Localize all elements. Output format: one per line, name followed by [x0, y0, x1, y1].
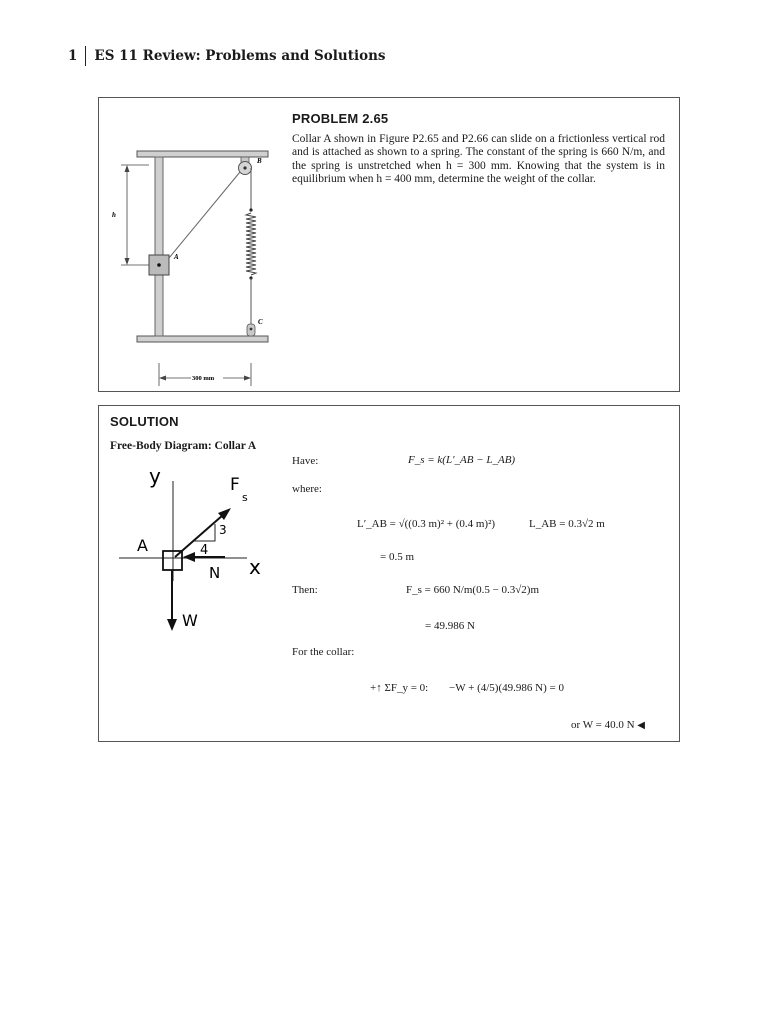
final-answer: [571, 719, 645, 731]
collar-label: For the collar:: [292, 646, 355, 658]
label-a: A: [174, 253, 179, 261]
equation-length-result: = 0.5 m: [380, 551, 415, 563]
where-label: where:: [292, 483, 322, 495]
problem-figure: [99, 98, 289, 391]
vertical-rod: [155, 157, 163, 336]
problem-title: PROBLEM 2.65: [292, 111, 389, 126]
ceiling: [137, 151, 268, 157]
page-header: [68, 44, 386, 68]
fbd-n-label: N: [209, 564, 221, 582]
solution-box: [98, 405, 680, 742]
cable-joint-top: [249, 208, 252, 211]
cable-ab: [169, 172, 240, 258]
floor: [137, 336, 268, 342]
equation-stretched-length: L′_AB = √((0.3 m)² + (0.4 m)²): [357, 518, 496, 530]
fbd-fs-label: F: [230, 475, 240, 495]
equation-unstretched-length: L_AB = 0.3√2 m: [529, 518, 605, 530]
dim-300-arrow-left: [159, 376, 166, 381]
header-separator: [85, 46, 86, 66]
collar-pin: [157, 263, 161, 267]
label-h: h: [112, 211, 116, 219]
solution-title: SOLUTION: [110, 414, 179, 429]
equation-equilibrium-lhs: +↑ ΣF_y = 0:: [370, 682, 429, 694]
fbd-normal-arrowhead: [183, 552, 195, 562]
fbd-y-label: y: [149, 464, 161, 488]
pulley-hub: [243, 166, 246, 169]
equation-spring-force-value: F_s = 660 N/m(0.5 − 0.3√2)m: [406, 584, 540, 596]
dim-h-arrow-down: [125, 258, 130, 265]
answer-marker-icon: ◀: [637, 720, 645, 731]
fbd-a-label: A: [137, 536, 148, 555]
anchor-c-pin: [250, 328, 253, 331]
page-title: ES 11 Review: Problems and Solutions: [94, 48, 386, 64]
have-label: Have:: [292, 455, 319, 467]
fbd-slope-run: 4: [200, 543, 209, 558]
fbd-slope-rise: 3: [219, 523, 227, 537]
equation-spring-force: F_s = k(L′_AB − L_AB): [408, 454, 516, 466]
label-b: B: [257, 157, 262, 165]
equation-spring-force-result: = 49.986 N: [425, 620, 475, 632]
label-c: C: [258, 318, 263, 326]
dim-300-arrow-right: [244, 376, 251, 381]
equation-equilibrium-rhs: −W + (4/5)(49.986 N) = 0: [449, 682, 564, 694]
problem-statement: Collar A shown in Figure P2.65 and P2.66 can slide on a frictionless vertical rod and is attached as shown to a spring. The constant of the spring is 660 N/m, and the spring is unstretched when h = 300 mm. Knowing that the system is in equilibrium when h = 400 mm, determine the weight of the collar.: [292, 133, 665, 186]
then-label: Then:: [292, 584, 318, 596]
fbd-x-label: x: [249, 555, 261, 579]
fbd-spring-force-line: [175, 515, 223, 557]
fbd-weight-arrowhead: [167, 619, 177, 631]
label-300mm: 300 mm: [192, 375, 215, 382]
free-body-diagram: [109, 461, 299, 651]
spring: [246, 213, 256, 275]
final-answer-text: or W = 40.0 N: [571, 719, 635, 731]
dim-h-arrow-up: [125, 165, 130, 172]
fbd-title: Free-Body Diagram: Collar A: [110, 440, 257, 452]
problem-box: [98, 97, 680, 392]
fbd-w-label: W: [182, 611, 198, 630]
page-number: 1: [68, 48, 78, 64]
fbd-fs-subscript: s: [242, 491, 248, 504]
